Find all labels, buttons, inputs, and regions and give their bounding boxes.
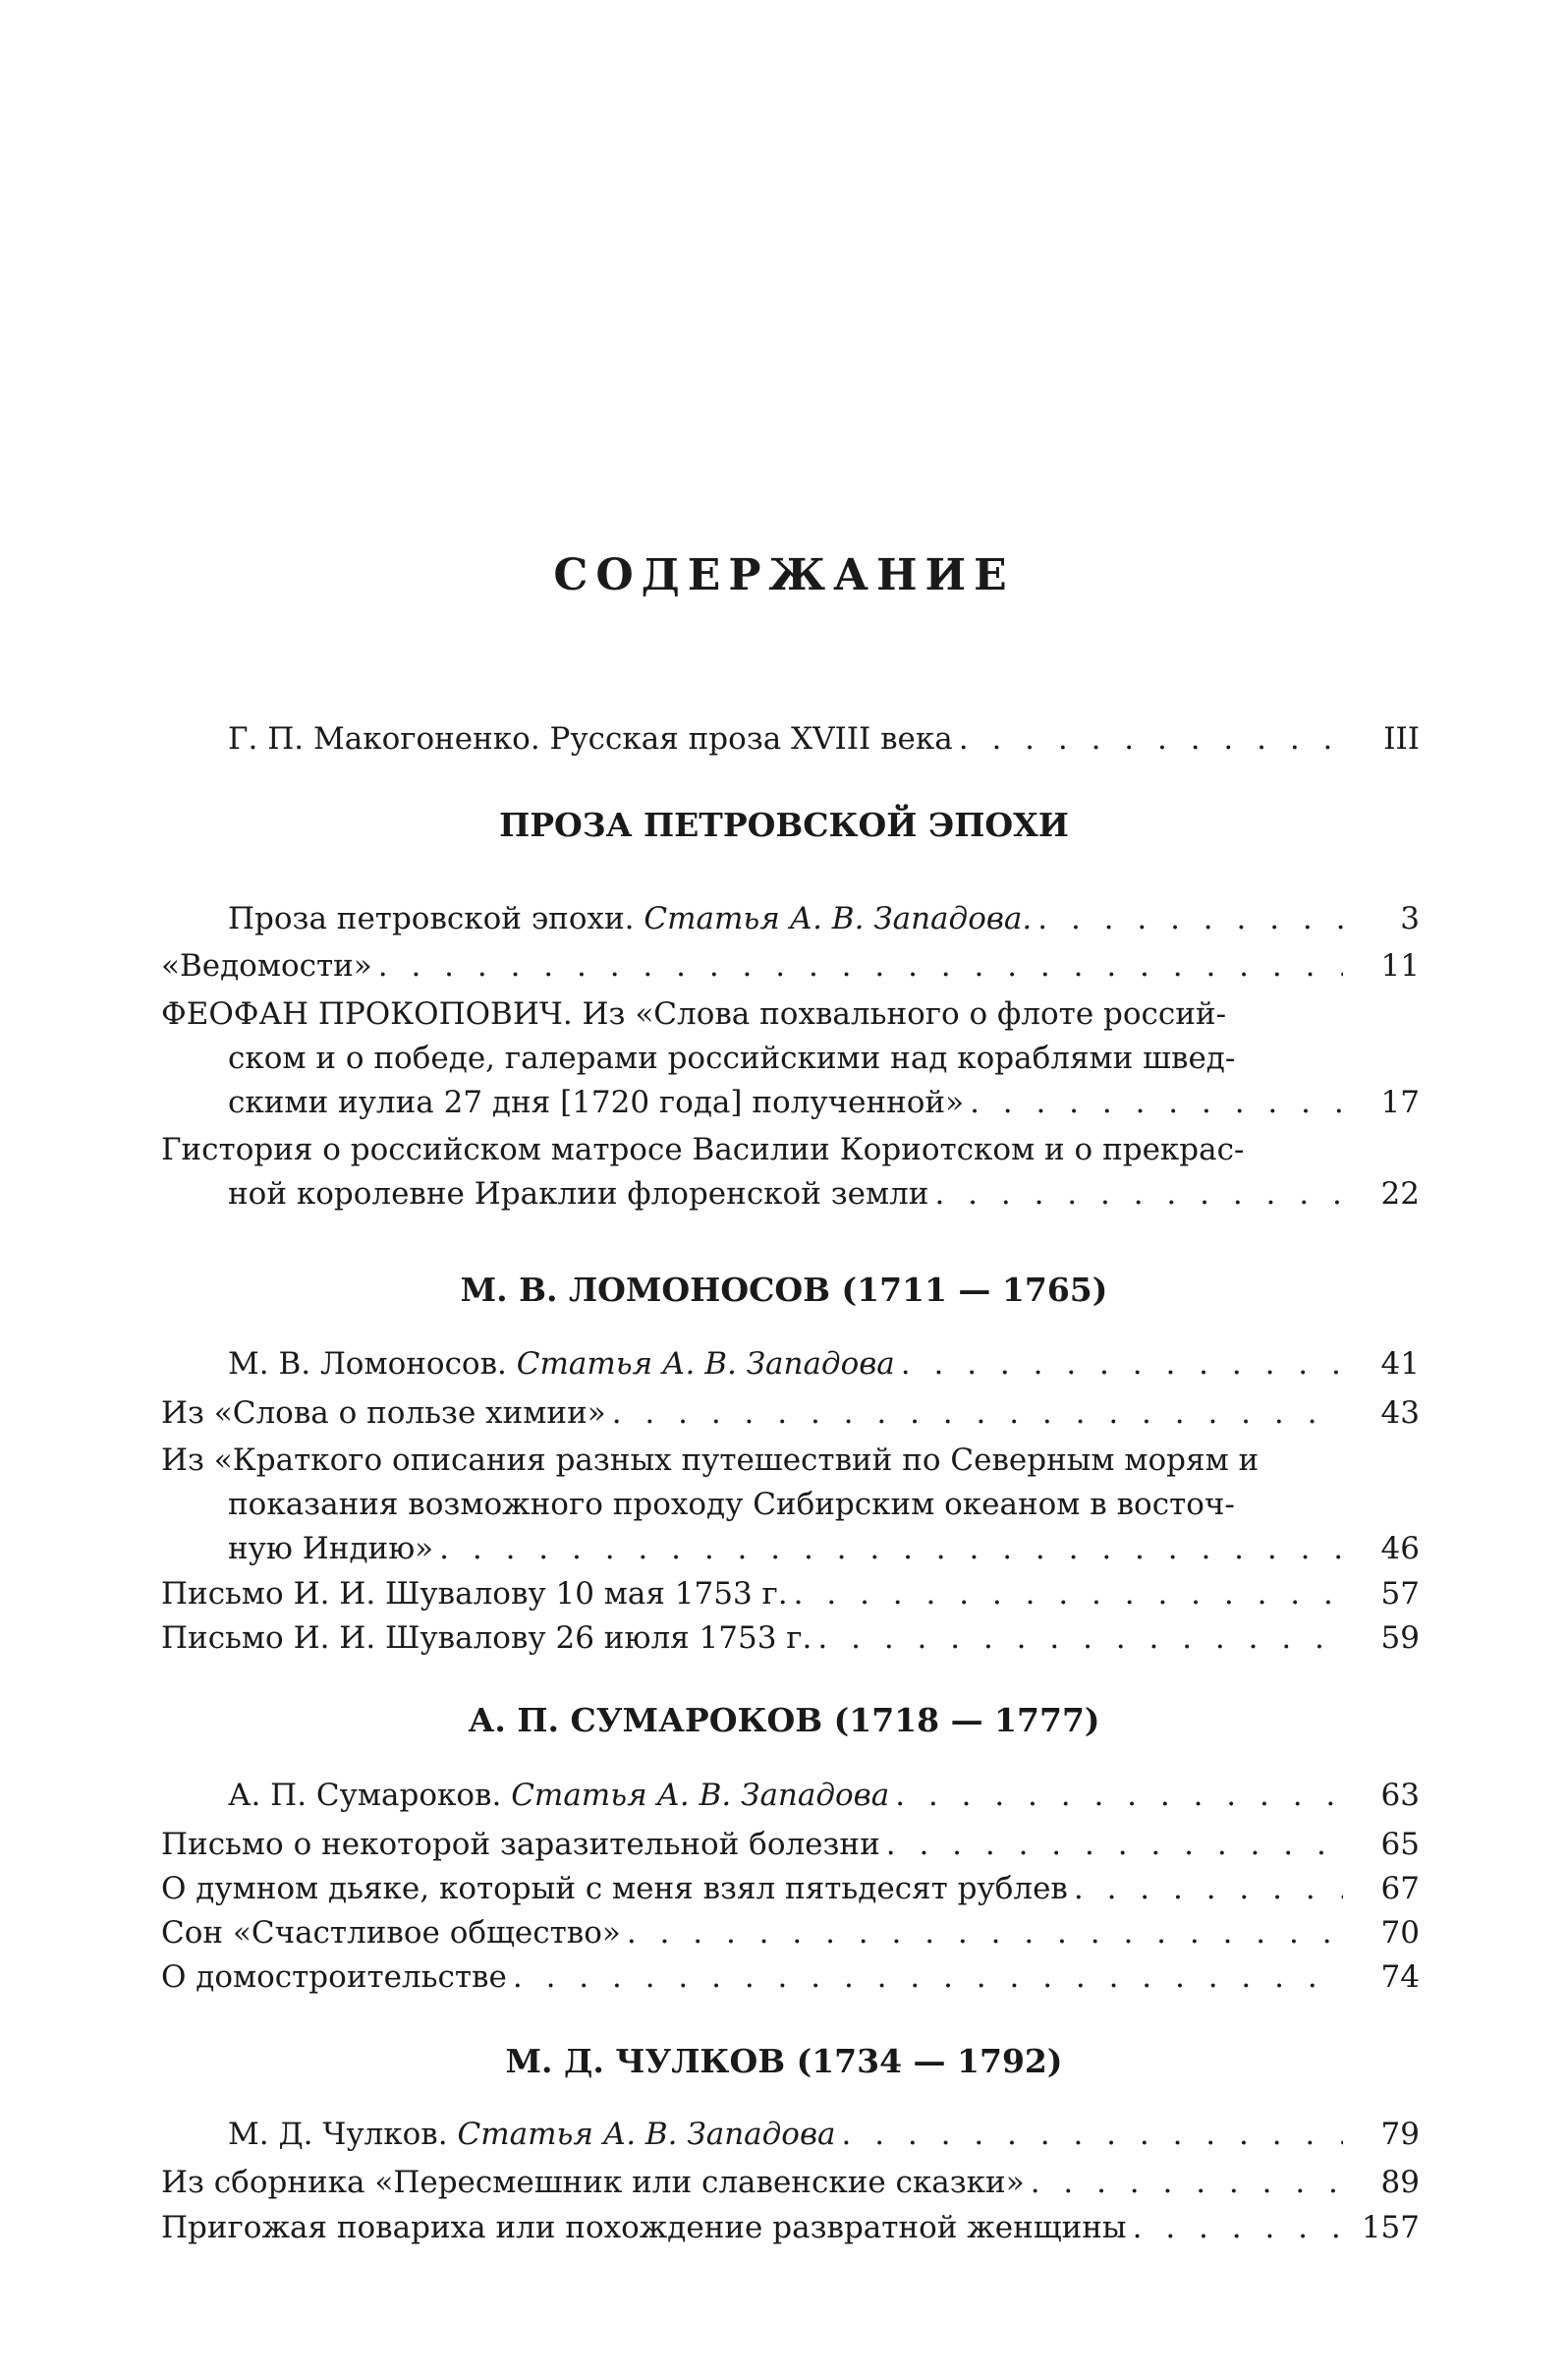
toc-entry[interactable] — [161, 2161, 1420, 2205]
toc-page-number: 57 — [1380, 1576, 1420, 1612]
toc-entry[interactable] — [161, 1128, 1420, 1217]
toc-entry-text: показания возможного проходу Сибирским океаном в восточ- — [228, 1487, 1235, 1522]
toc-entry-text: Сон «Счастливое общество» — [161, 1915, 621, 1951]
dot-leader — [895, 1774, 1343, 1818]
toc-page-number: 63 — [1380, 1778, 1420, 1813]
dot-leader — [513, 1955, 1343, 2000]
toc-entry-text: Письмо И. И. Шувалову 26 июля 1753 г. — [161, 1620, 812, 1656]
dot-leader — [1133, 2206, 1343, 2250]
section-heading: М. Д. ЧУЛКОВ (1734 — 1792) — [505, 2042, 1063, 2080]
toc-entry-text: О домостроительстве — [161, 1959, 507, 1995]
dot-leader — [1037, 897, 1343, 941]
dot-leader — [612, 1391, 1343, 1436]
dot-leader — [901, 1342, 1343, 1387]
toc-entry-text: ском и о победе, галерами российскими над кораблями швед- — [228, 1041, 1236, 1076]
toc-page-number: 67 — [1380, 1871, 1420, 1906]
dot-leader — [794, 1572, 1343, 1616]
toc-entry[interactable] — [161, 2206, 1420, 2250]
dot-leader — [817, 1616, 1343, 1661]
toc-entry-author: Статья А. В. Западова — [457, 2117, 836, 2152]
toc-entry[interactable] — [161, 944, 1420, 989]
toc-page-number: 74 — [1380, 1959, 1420, 1995]
toc-entry[interactable] — [228, 1342, 1420, 1387]
page-title: СОДЕРЖАНИЕ — [553, 550, 1015, 600]
toc-entry-author: Статья А. В. Западова. — [644, 901, 1033, 936]
toc-entry-text: О думном дьяке, который с меня взял пятьдесят рублев — [161, 1871, 1068, 1906]
toc-entry[interactable] — [161, 1867, 1420, 1911]
section-heading: А. П. СУМАРОКОВ (1718 — 1777) — [468, 1701, 1100, 1739]
toc-entry-text: Письмо И. И. Шувалову 10 мая 1753 г. — [161, 1576, 788, 1612]
toc-entry-text: ную Индию» — [228, 1531, 434, 1566]
toc-entry-text: Из сборника «Пересмешник или славенские сказки» — [161, 2165, 1025, 2200]
dot-leader — [959, 717, 1343, 762]
toc-entry[interactable] — [228, 897, 1420, 941]
toc-page-number: 79 — [1380, 2117, 1420, 2152]
toc-entry-text: Г. П. Макогоненко. Русская проза XVIII века — [228, 721, 953, 757]
toc-entry-text: Проза петровской эпохи. — [228, 901, 635, 936]
section-heading: М. В. ЛОМОНОСОВ (1711 — 1765) — [460, 1271, 1108, 1309]
toc-entry-text: ной королевне Ираклии флоренской земли — [228, 1176, 929, 1212]
dot-leader — [841, 2113, 1343, 2157]
toc-entry-text: Из «Слова о пользе химии» — [161, 1395, 606, 1431]
dot-leader — [970, 1081, 1343, 1125]
toc-page-number: 3 — [1400, 901, 1420, 936]
dot-leader — [886, 1823, 1343, 1867]
toc-entry[interactable] — [161, 1955, 1420, 2000]
toc-page-number: 59 — [1380, 1620, 1420, 1656]
toc-entry[interactable] — [161, 1616, 1420, 1661]
toc-entry-text: скими иулиа 27 дня [1720 года] полученной» — [228, 1085, 965, 1120]
toc-page-number: 65 — [1380, 1827, 1420, 1862]
toc-page-number: 70 — [1380, 1915, 1420, 1951]
toc-entry-author: Статья А. В. Западова — [516, 1346, 895, 1382]
dot-leader — [934, 1172, 1343, 1217]
section-heading: ПРОЗА ПЕТРОВСКОЙ ЭПОХИ — [499, 806, 1069, 844]
toc-page-number: 22 — [1380, 1176, 1420, 1212]
toc-entry-text: Из «Краткого описания разных путешествий по Северным морям и — [161, 1443, 1260, 1478]
toc-page-number: 41 — [1380, 1346, 1420, 1382]
toc-entry-text: «Ведомости» — [161, 948, 372, 984]
toc-entry-text: М. В. Ломоносов. — [228, 1346, 507, 1382]
toc-entry-intro[interactable] — [228, 717, 1420, 762]
toc-page-number: 11 — [1380, 948, 1420, 984]
dot-leader — [1074, 1867, 1343, 1911]
toc-entry[interactable] — [161, 1823, 1420, 1867]
toc-page-number: 17 — [1380, 1085, 1420, 1120]
toc-entry[interactable] — [161, 992, 1420, 1125]
toc-entry[interactable] — [161, 1439, 1420, 1571]
toc-page-number: 89 — [1380, 2165, 1420, 2200]
toc-page-number: 46 — [1380, 1531, 1420, 1566]
toc-entry-text: Письмо о некоторой заразительной болезни — [161, 1827, 880, 1862]
toc-entry-text: А. П. Сумароков. — [228, 1778, 502, 1813]
toc-entry[interactable] — [228, 1774, 1420, 1818]
toc-page-number: 43 — [1380, 1395, 1420, 1431]
toc-entry[interactable] — [161, 1572, 1420, 1616]
toc-entry-text: М. Д. Чулков. — [228, 2117, 448, 2152]
dot-leader — [378, 944, 1343, 989]
toc-entry-text: Гистория о российском матросе Василии Кориотском и о прекрас- — [161, 1132, 1245, 1167]
dot-leader — [1031, 2161, 1343, 2205]
toc-entry[interactable] — [228, 2113, 1420, 2157]
toc-entry-author: Статья А. В. Западова — [511, 1778, 890, 1813]
toc-entry[interactable] — [161, 1391, 1420, 1436]
toc-entry[interactable] — [161, 1911, 1420, 1955]
toc-page-number: III — [1383, 721, 1420, 757]
toc-page-number: 157 — [1361, 2210, 1420, 2245]
toc-entry-text: Пригожая повариха или похождение развратной женщины — [161, 2210, 1127, 2245]
dot-leader — [439, 1527, 1343, 1571]
toc-entry-text: ФЕОФАН ПРОКОПОВИЧ. Из «Слова похвального о флоте россий- — [161, 996, 1227, 1032]
dot-leader — [627, 1911, 1343, 1955]
